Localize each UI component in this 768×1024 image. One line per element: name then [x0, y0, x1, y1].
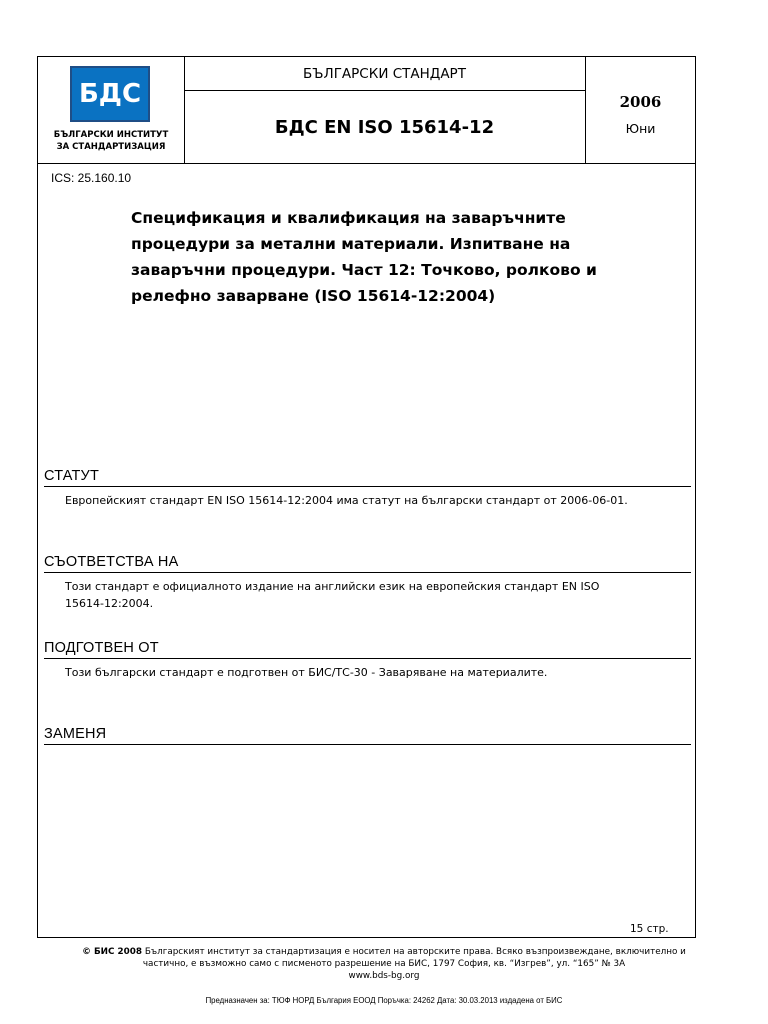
- institute-name: [38, 129, 184, 153]
- institute-line-2: ЗА СТАНДАРТИЗАЦИЯ: [56, 142, 166, 152]
- prepared-heading: ПОДГОТВЕН ОТ: [44, 640, 691, 659]
- publication-month: Юни: [625, 121, 656, 136]
- conformity-body-line-1: Този стандарт е официалното издание на английски език на европейския стандарт EN ISO: [65, 580, 600, 593]
- replaces-heading: ЗАМЕНЯ: [44, 726, 691, 745]
- copyright-notice: [40, 946, 728, 982]
- conformity-body-line-2: 15614-12:2004.: [65, 597, 154, 610]
- copyright-prefix: © БИС 2008: [82, 947, 143, 957]
- standard-type: БЪЛГАРСКИ СТАНДАРТ: [184, 57, 585, 91]
- header-row: [38, 57, 695, 164]
- copyright-line-2: частично, е възможно само с писменото разрешение на БИС, 1797 София, кв. “Изгрев”, ул. “165” № 3А: [142, 959, 626, 969]
- copyright-website: www.bds-bg.org: [348, 971, 420, 981]
- standard-title-cell: [184, 57, 586, 163]
- document-title: [131, 205, 611, 309]
- page-count: 15 стр.: [630, 923, 669, 935]
- conformity-heading: СЪОТВЕТСТВА НА: [44, 554, 691, 573]
- copyright-line-1: [40, 946, 728, 958]
- institute-line-1: БЪЛГАРСКИ ИНСТИТУТ: [53, 130, 169, 140]
- title-line: релефно заварване (ISO 15614-12:2004): [131, 287, 496, 305]
- logo-cell: [38, 57, 185, 163]
- conformity-body: [65, 578, 665, 612]
- license-footer: Предназначен за: ТЮФ НОРД България ЕООД Поръчка: 24262 Дата: 30.03.2013 издадена от БИС: [205, 996, 563, 1005]
- title-line: Спецификация и квалификация на заваръчните: [131, 209, 566, 227]
- title-line: процедури за метални материали. Изпитване на: [131, 235, 571, 253]
- logo-text: БДС: [78, 79, 142, 109]
- copyright-line-1-text: Българският институт за стандартизация е носител на авторските права. Всяко възпроизвеждане, включително и: [142, 947, 686, 957]
- publication-year: 2006: [619, 93, 662, 111]
- status-body: Европейският стандарт EN ISO 15614-12:2004 има статут на български стандарт от 2006-06-01.: [65, 494, 628, 507]
- ics-code: ICS: 25.160.10: [51, 171, 132, 185]
- status-heading: СТАТУТ: [44, 468, 691, 487]
- bds-logo: [70, 66, 150, 122]
- standard-number: БДС EN ISO 15614-12: [274, 116, 495, 138]
- date-cell: [586, 57, 695, 163]
- prepared-body: Този български стандарт е подготвен от БИС/ТС-30 - Заваряване на материалите.: [65, 666, 548, 679]
- title-line: заваръчни процедури. Част 12: Точково, ролково и: [131, 261, 597, 279]
